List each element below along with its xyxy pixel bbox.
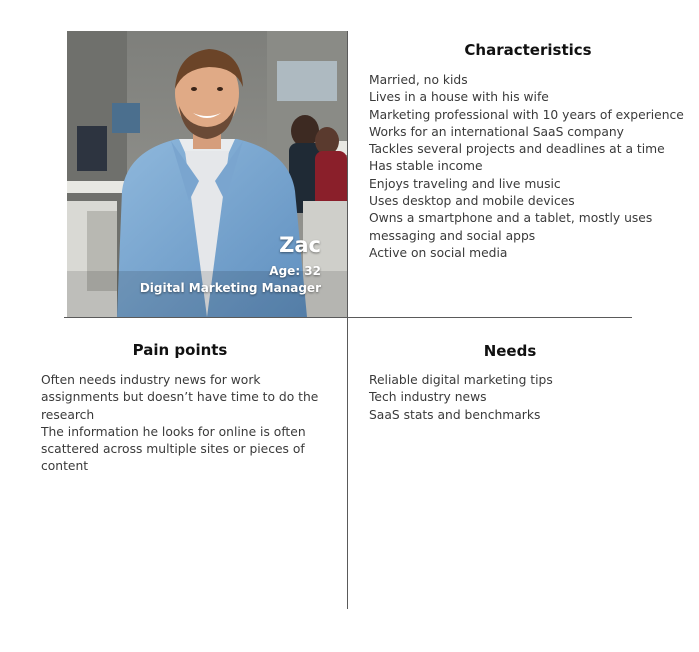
persona-photo xyxy=(67,31,347,317)
list-item: Often needs industry news for work assignments but doesn’t have time to do the research xyxy=(41,373,319,422)
list-item: Reliable digital marketing tips xyxy=(369,373,553,387)
list-item: Tackles several projects and deadlines at a time xyxy=(369,142,665,157)
list-item: Enjoys traveling and live music xyxy=(369,176,561,191)
list-item: Has stable income xyxy=(369,159,483,174)
list-item: Active on social media xyxy=(369,245,508,260)
list-item: Owns a smartphone and a tablet, mostly uses messaging and social apps xyxy=(369,211,653,243)
characteristics-title: Characteristics xyxy=(464,41,592,59)
list-item: Works for an international SaaS company xyxy=(369,124,624,139)
persona-name: Zac xyxy=(279,233,321,257)
needs-title: Needs xyxy=(483,342,537,360)
list-item: SaaS stats and benchmarks xyxy=(369,407,541,422)
horizontal-divider xyxy=(64,317,632,318)
pain-points-list xyxy=(41,372,326,476)
list-item: Married, no kids xyxy=(369,73,468,87)
persona-age: Age: 32 xyxy=(269,264,321,278)
vertical-divider xyxy=(347,31,348,609)
list-item: Uses desktop and mobile devices xyxy=(369,194,575,209)
list-item: Marketing professional with 10 years of experience xyxy=(369,107,684,122)
list-item: Lives in a house with his wife xyxy=(369,90,549,105)
list-item: Tech industry news xyxy=(369,390,487,405)
characteristics-list xyxy=(369,72,689,262)
needs-list xyxy=(369,372,669,424)
pain-points-title: Pain points xyxy=(132,341,228,359)
list-item: The information he looks for online is often scattered across multiple sites or pieces of content xyxy=(41,424,306,474)
persona-caption xyxy=(140,233,321,297)
persona-role: Digital Marketing Manager xyxy=(139,281,321,295)
